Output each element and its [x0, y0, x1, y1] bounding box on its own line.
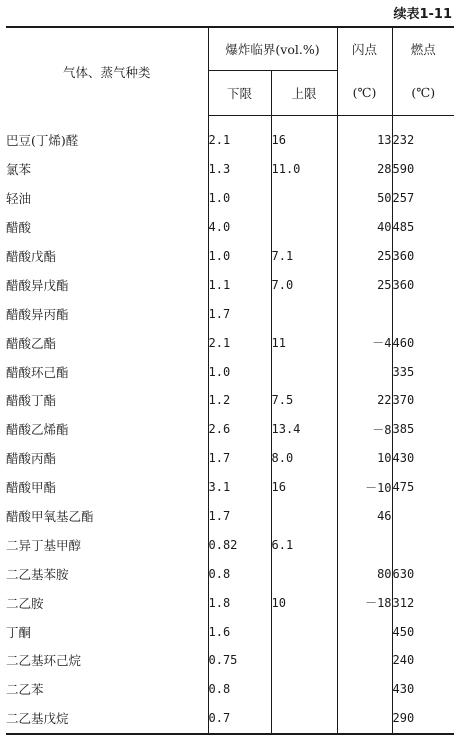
cell-name: 醋酸异戊酯 [6, 277, 69, 293]
cell-flash-point: 46 [337, 502, 392, 531]
cell-lower-limit: 1.6 [208, 617, 271, 646]
table-row [6, 328, 454, 357]
cell-upper-limit: 11.0 [271, 155, 337, 184]
cell-name: 醋酸环己酯 [6, 364, 69, 380]
cell-flash-point [337, 675, 392, 704]
cell-flash-point: 10 [337, 444, 392, 473]
cell-name: 醋酸丙酯 [6, 451, 57, 467]
cell-ignition-point [392, 530, 454, 559]
cell-name: 丁酮 [6, 624, 32, 640]
cell-name: 醋酸异丙酯 [6, 306, 69, 322]
cell-name: 醋酸丁酯 [6, 393, 57, 409]
header-ignition-unit: (℃) [392, 71, 454, 116]
cell-ignition-point: 335 [392, 357, 454, 386]
cell-upper-limit: 8.0 [271, 444, 337, 473]
cell-upper-limit [271, 675, 337, 704]
cell-ignition-point: 257 [392, 184, 454, 213]
cell-lower-limit: 1.7 [208, 444, 271, 473]
table-row [6, 646, 454, 675]
cell-flash-point: 28 [337, 155, 392, 184]
cell-flash-point: 25 [337, 242, 392, 271]
cell-upper-limit [271, 502, 337, 531]
cell-name: 氯苯 [6, 162, 32, 178]
cell-flash-point [337, 530, 392, 559]
cell-flash-point: －4 [337, 328, 392, 357]
cell-name: 二乙基苯胺 [6, 566, 69, 582]
cell-flash-point: －18 [337, 588, 392, 617]
cell-ignition-point: 232 [392, 116, 454, 155]
cell-flash-point: 13 [337, 116, 392, 155]
cell-upper-limit: 16 [271, 473, 337, 502]
cell-lower-limit: 2.1 [208, 116, 271, 155]
cell-ignition-point [392, 502, 454, 531]
table-caption: 续表1-11 [393, 7, 452, 22]
table-row [6, 415, 454, 444]
cell-ignition-point: 590 [392, 155, 454, 184]
cell-ignition-point: 450 [392, 617, 454, 646]
cell-lower-limit: 1.3 [208, 155, 271, 184]
table-row [6, 502, 454, 531]
cell-name: 醋酸戊酯 [6, 249, 57, 264]
cell-name: 二乙基戊烷 [6, 704, 208, 734]
table-row [6, 357, 454, 386]
cell-flash-point: 50 [337, 184, 392, 213]
cell-name: 二异丁基甲醇 [6, 537, 82, 553]
cell-name: 巴豆(丁烯)醛 [6, 133, 79, 149]
header-flash-point: 闪点 [337, 27, 392, 71]
flammability-table [6, 26, 454, 735]
cell-upper-limit [271, 617, 337, 646]
cell-ignition-point: 430 [392, 675, 454, 704]
cell-ignition-point: 630 [392, 559, 454, 588]
cell-flash-point: 25 [337, 270, 392, 299]
cell-upper-limit [271, 184, 337, 213]
cell-flash-point: －8 [337, 415, 392, 444]
header-ignition-point: 燃点 [392, 27, 454, 71]
table-row [6, 675, 454, 704]
cell-ignition-point: 360 [392, 270, 454, 299]
table-row [6, 155, 454, 184]
cell-upper-limit: 16 [271, 116, 337, 155]
cell-lower-limit: 0.75 [208, 646, 271, 675]
cell-upper-limit: 13.4 [271, 415, 337, 444]
table-row [6, 386, 454, 415]
cell-ignition-point: 290 [392, 704, 454, 734]
cell-ignition-point: 385 [392, 415, 454, 444]
cell-name: 醋酸 [6, 220, 32, 236]
cell-ignition-point: 475 [392, 473, 454, 502]
header-lower-limit: 下限 [208, 71, 271, 116]
cell-upper-limit: 11 [271, 328, 337, 357]
cell-name: 二乙胺 [6, 595, 44, 611]
cell-flash-point: －10 [337, 473, 392, 502]
cell-flash-point [337, 357, 392, 386]
header-flash-unit: (℃) [337, 71, 392, 116]
cell-lower-limit: 3.1 [208, 473, 271, 502]
cell-flash-point [337, 617, 392, 646]
cell-flash-point: 40 [337, 213, 392, 242]
table-row [6, 270, 454, 299]
table-row [6, 444, 454, 473]
cell-upper-limit: 7.0 [271, 270, 337, 299]
cell-lower-limit: 0.8 [208, 559, 271, 588]
cell-flash-point: 22 [337, 386, 392, 415]
cell-upper-limit [271, 357, 337, 386]
cell-lower-limit: 1.0 [208, 184, 271, 213]
table-body [6, 116, 454, 734]
cell-upper-limit: 7.5 [271, 386, 337, 415]
cell-lower-limit: 0.7 [208, 704, 271, 734]
cell-name: 二乙基环己烷 [6, 653, 82, 669]
cell-name: 醋酸甲酯 [6, 480, 57, 496]
cell-lower-limit: 0.8 [208, 675, 271, 704]
cell-lower-limit: 1.7 [208, 502, 271, 531]
table-row [6, 242, 454, 271]
cell-flash-point [337, 704, 392, 734]
cell-name: 醋酸乙酯 [6, 335, 57, 351]
cell-ignition-point: 312 [392, 588, 454, 617]
cell-ignition-point: 460 [392, 328, 454, 357]
table-row [6, 213, 454, 242]
cell-lower-limit: 1.7 [208, 299, 271, 328]
cell-lower-limit: 2.1 [208, 328, 271, 357]
cell-name: 醋酸甲氧基乙酯 [6, 509, 94, 525]
cell-lower-limit: 4.0 [208, 213, 271, 242]
cell-ignition-point: 370 [392, 386, 454, 415]
cell-flash-point [337, 299, 392, 328]
cell-lower-limit: 1.0 [208, 357, 271, 386]
table-row [6, 184, 454, 213]
cell-upper-limit: 10 [271, 588, 337, 617]
cell-name: 醋酸乙烯酯 [6, 422, 69, 438]
header-explosion-limit: 爆炸临界(vol.%) [208, 27, 337, 71]
cell-upper-limit [271, 646, 337, 675]
cell-ignition-point: 360 [392, 242, 454, 271]
cell-ignition-point [392, 299, 454, 328]
cell-ignition-point: 430 [392, 444, 454, 473]
cell-upper-limit [271, 213, 337, 242]
table-row [6, 559, 454, 588]
header-gas-type: 气体、蒸气种类 [6, 27, 208, 116]
table-row [6, 299, 454, 328]
cell-upper-limit [271, 559, 337, 588]
header-upper-limit: 上限 [271, 71, 337, 116]
cell-lower-limit: 1.0 [208, 242, 271, 271]
cell-upper-limit [271, 704, 337, 734]
cell-name: 轻油 [6, 191, 32, 207]
cell-upper-limit [271, 299, 337, 328]
table-row [6, 617, 454, 646]
table-row [6, 473, 454, 502]
table-row [6, 530, 454, 559]
table-row [6, 588, 454, 617]
cell-flash-point: 80 [337, 559, 392, 588]
cell-lower-limit: 1.2 [208, 386, 271, 415]
cell-ignition-point: 485 [392, 213, 454, 242]
cell-lower-limit: 2.6 [208, 415, 271, 444]
cell-flash-point [337, 646, 392, 675]
cell-ignition-point: 240 [392, 646, 454, 675]
cell-upper-limit: 6.1 [271, 530, 337, 559]
cell-lower-limit: 1.1 [208, 270, 271, 299]
cell-lower-limit: 0.82 [208, 530, 271, 559]
cell-upper-limit: 7.1 [271, 242, 337, 271]
cell-lower-limit: 1.8 [208, 588, 271, 617]
table-row [6, 704, 454, 734]
table-row [6, 116, 454, 155]
cell-name: 二乙苯 [6, 682, 44, 698]
